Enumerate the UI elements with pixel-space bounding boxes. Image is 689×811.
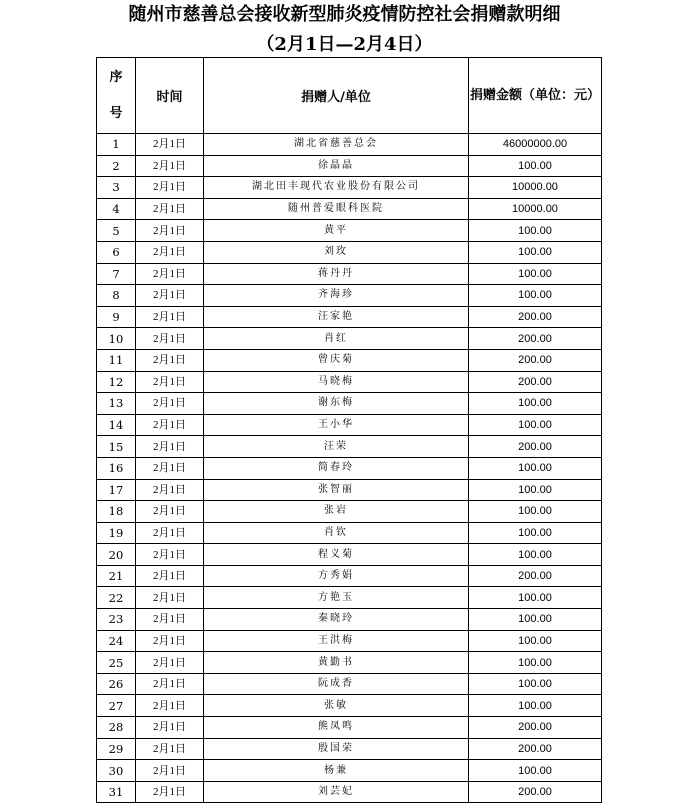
- row-donor: 马晓梅: [204, 371, 469, 393]
- row-date: 2月1日: [136, 371, 204, 393]
- row-donor: 湖北省慈善总会: [204, 134, 469, 156]
- table-row: [97, 630, 602, 652]
- table-row: [97, 457, 602, 479]
- row-amount: 100.00: [469, 673, 602, 695]
- row-donor: 殷国荣: [204, 738, 469, 760]
- row-donor: 齐海珍: [204, 285, 469, 307]
- row-date: 2月1日: [136, 306, 204, 328]
- row-amount: 100.00: [469, 501, 602, 523]
- row-donor: 汪家艳: [204, 306, 469, 328]
- row-number: 9: [97, 306, 136, 328]
- row-date: 2月1日: [136, 695, 204, 717]
- table-row: [97, 349, 602, 371]
- row-donor: 徐晶晶: [204, 155, 469, 177]
- header-amount: [469, 58, 602, 134]
- row-donor: 肖钦: [204, 522, 469, 544]
- row-number: 19: [97, 522, 136, 544]
- row-amount: 10000.00: [469, 198, 602, 220]
- row-number: 8: [97, 285, 136, 307]
- row-date: 2月1日: [136, 501, 204, 523]
- row-number: 16: [97, 457, 136, 479]
- row-amount: 100.00: [469, 630, 602, 652]
- row-amount: 200.00: [469, 738, 602, 760]
- row-date: 2月1日: [136, 717, 204, 739]
- row-amount: 200.00: [469, 371, 602, 393]
- row-donor: 谢东梅: [204, 393, 469, 415]
- table-row: [97, 565, 602, 587]
- row-date: 2月1日: [136, 781, 204, 803]
- row-donor: 阮成香: [204, 673, 469, 695]
- page-title: 随州市慈善总会接收新型肺炎疫情防控社会捐赠款明细: [128, 4, 561, 25]
- row-number: 18: [97, 501, 136, 523]
- table-row: [97, 436, 602, 458]
- row-number: 21: [97, 565, 136, 587]
- row-date: 2月1日: [136, 673, 204, 695]
- row-number: 30: [97, 760, 136, 782]
- row-date: 2月1日: [136, 479, 204, 501]
- row-date: 2月1日: [136, 134, 204, 156]
- table-row: [97, 673, 602, 695]
- header-no-label: 序号: [109, 69, 123, 121]
- row-amount: 200.00: [469, 349, 602, 371]
- table-row: [97, 414, 602, 436]
- table-row: [97, 544, 602, 566]
- table-row: [97, 285, 602, 307]
- row-amount: 200.00: [469, 328, 602, 350]
- row-donor: 张智丽: [204, 479, 469, 501]
- row-number: 1: [97, 134, 136, 156]
- row-amount: 46000000.00: [469, 134, 602, 156]
- header-date: 时间: [136, 58, 204, 134]
- row-amount: 100.00: [469, 544, 602, 566]
- row-amount: 100.00: [469, 263, 602, 285]
- row-number: 25: [97, 652, 136, 674]
- row-number: 5: [97, 220, 136, 242]
- row-donor: 刘芸妃: [204, 781, 469, 803]
- row-date: 2月1日: [136, 241, 204, 263]
- row-number: 27: [97, 695, 136, 717]
- row-number: 14: [97, 414, 136, 436]
- row-donor: 随州普爱眼科医院: [204, 198, 469, 220]
- table-row: [97, 371, 602, 393]
- row-number: 17: [97, 479, 136, 501]
- row-donor: 程义菊: [204, 544, 469, 566]
- row-number: 24: [97, 630, 136, 652]
- row-amount: 100.00: [469, 414, 602, 436]
- row-date: 2月1日: [136, 630, 204, 652]
- row-amount: 100.00: [469, 522, 602, 544]
- row-amount: 100.00: [469, 393, 602, 415]
- table-row: [97, 501, 602, 523]
- table-row: [97, 695, 602, 717]
- row-number: 23: [97, 609, 136, 631]
- page-subtitle-date-range: （2月1日—2月4日）: [256, 34, 433, 55]
- row-date: 2月1日: [136, 522, 204, 544]
- row-date: 2月1日: [136, 198, 204, 220]
- row-donor: 秦晓玲: [204, 609, 469, 631]
- row-date: 2月1日: [136, 328, 204, 350]
- row-date: 2月1日: [136, 349, 204, 371]
- row-amount: 100.00: [469, 760, 602, 782]
- header-donor: 捐赠人/单位: [204, 58, 469, 134]
- row-date: 2月1日: [136, 565, 204, 587]
- row-number: 29: [97, 738, 136, 760]
- row-amount: 200.00: [469, 717, 602, 739]
- table-row: [97, 306, 602, 328]
- row-donor: 黄勤书: [204, 652, 469, 674]
- table-row: [97, 134, 602, 156]
- table-row: [97, 479, 602, 501]
- row-number: 10: [97, 328, 136, 350]
- table-row: [97, 738, 602, 760]
- row-date: 2月1日: [136, 263, 204, 285]
- row-donor: 杨兼: [204, 760, 469, 782]
- row-donor: 肖红: [204, 328, 469, 350]
- row-amount: 100.00: [469, 695, 602, 717]
- row-amount: 100.00: [469, 457, 602, 479]
- table-row: [97, 328, 602, 350]
- row-date: 2月1日: [136, 760, 204, 782]
- row-amount: 100.00: [469, 241, 602, 263]
- row-amount: 200.00: [469, 436, 602, 458]
- row-donor: 湖北田丰现代农业股份有限公司: [204, 177, 469, 199]
- row-date: 2月1日: [136, 609, 204, 631]
- row-date: 2月1日: [136, 177, 204, 199]
- row-donor: 曾庆菊: [204, 349, 469, 371]
- row-donor: 刘玫: [204, 241, 469, 263]
- header-no: [97, 58, 136, 134]
- table-row: [97, 198, 602, 220]
- table-row: [97, 393, 602, 415]
- row-number: 20: [97, 544, 136, 566]
- row-amount: 100.00: [469, 609, 602, 631]
- table-row: [97, 760, 602, 782]
- row-amount: 100.00: [469, 220, 602, 242]
- row-number: 31: [97, 781, 136, 803]
- row-number: 28: [97, 717, 136, 739]
- row-date: 2月1日: [136, 587, 204, 609]
- table-header-row: [97, 58, 602, 134]
- row-date: 2月1日: [136, 414, 204, 436]
- row-amount: 200.00: [469, 306, 602, 328]
- row-number: 22: [97, 587, 136, 609]
- row-amount: 100.00: [469, 479, 602, 501]
- row-number: 26: [97, 673, 136, 695]
- table-row: [97, 781, 602, 803]
- header-amount-label: 捐赠金额（单位：元）: [470, 87, 601, 103]
- row-amount: 100.00: [469, 155, 602, 177]
- table-row: [97, 177, 602, 199]
- table-row: [97, 522, 602, 544]
- row-amount: 100.00: [469, 285, 602, 307]
- row-number: 13: [97, 393, 136, 415]
- row-number: 11: [97, 349, 136, 371]
- row-donor: 张敏: [204, 695, 469, 717]
- row-date: 2月1日: [136, 220, 204, 242]
- row-donor: 蒋丹丹: [204, 263, 469, 285]
- row-amount: 200.00: [469, 781, 602, 803]
- row-amount: 100.00: [469, 652, 602, 674]
- row-date: 2月1日: [136, 652, 204, 674]
- row-amount: 200.00: [469, 565, 602, 587]
- row-amount: 100.00: [469, 587, 602, 609]
- row-donor: 王小华: [204, 414, 469, 436]
- table-row: [97, 263, 602, 285]
- row-donor: 汪荣: [204, 436, 469, 458]
- table-row: [97, 717, 602, 739]
- row-number: 3: [97, 177, 136, 199]
- row-number: 6: [97, 241, 136, 263]
- row-date: 2月1日: [136, 738, 204, 760]
- row-date: 2月1日: [136, 285, 204, 307]
- row-date: 2月1日: [136, 544, 204, 566]
- row-date: 2月1日: [136, 436, 204, 458]
- row-donor: 张岩: [204, 501, 469, 523]
- row-donor: 方艳玉: [204, 587, 469, 609]
- row-number: 15: [97, 436, 136, 458]
- table-row: [97, 609, 602, 631]
- row-number: 4: [97, 198, 136, 220]
- table-row: [97, 652, 602, 674]
- row-number: 12: [97, 371, 136, 393]
- row-number: 2: [97, 155, 136, 177]
- row-donor: 简春玲: [204, 457, 469, 479]
- row-date: 2月1日: [136, 155, 204, 177]
- row-donor: 黄平: [204, 220, 469, 242]
- row-amount: 10000.00: [469, 177, 602, 199]
- row-donor: 熊凤鸣: [204, 717, 469, 739]
- row-number: 7: [97, 263, 136, 285]
- table-row: [97, 220, 602, 242]
- row-date: 2月1日: [136, 457, 204, 479]
- table-row: [97, 587, 602, 609]
- row-donor: 王洪梅: [204, 630, 469, 652]
- row-donor: 方秀娟: [204, 565, 469, 587]
- table-row: [97, 241, 602, 263]
- table-row: [97, 155, 602, 177]
- row-date: 2月1日: [136, 393, 204, 415]
- donation-table: [96, 57, 602, 803]
